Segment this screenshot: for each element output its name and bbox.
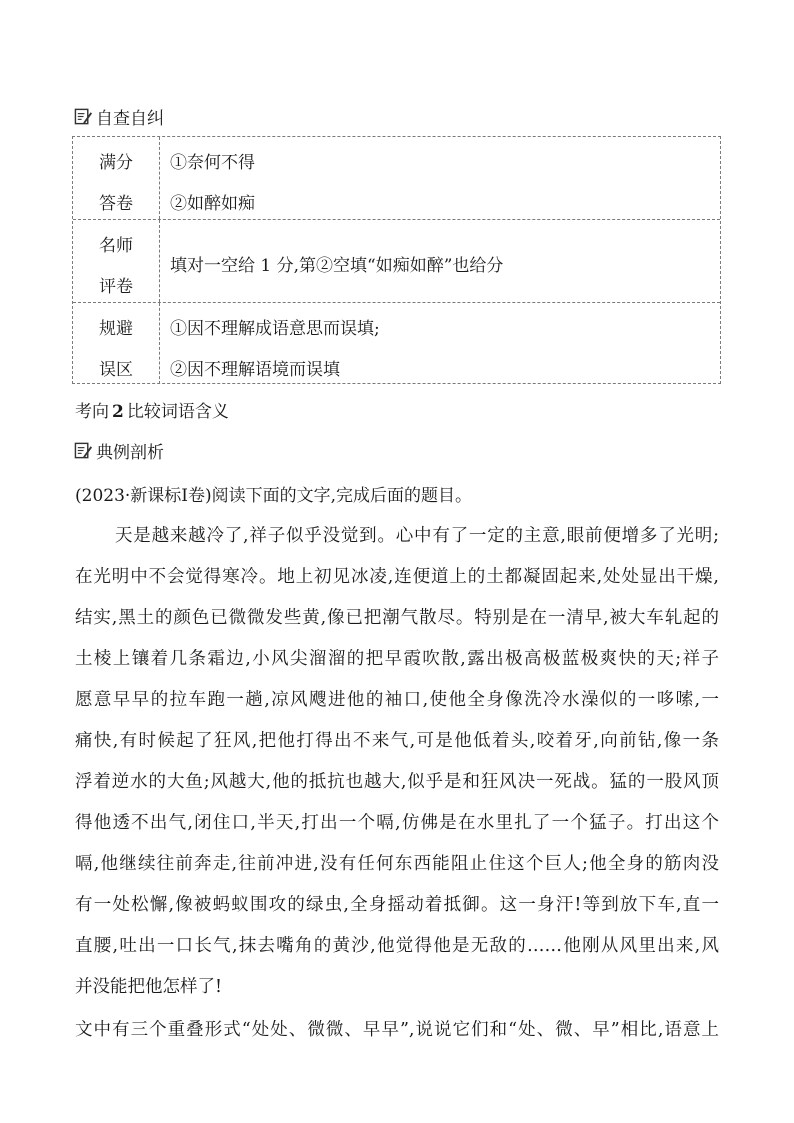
row-label <box>73 137 160 219</box>
question-line: 文中有三个重叠形式“处处、微微、早早”,说说它们和“处、微、早”相比,语意上 <box>75 1020 719 1040</box>
passage-line: 天是越来越冷了,祥子似乎没觉到。心中有了一定的主意,眼前便增多了光明; <box>115 526 719 546</box>
row-label-line: 满分 <box>99 153 133 173</box>
row-label <box>73 220 160 302</box>
passage-line: 土棱上镶着几条霜边,小风尖溜溜的把早霞吹散,露出极高极蓝极爽快的天;祥子 <box>75 649 719 669</box>
topic-prefix: 考向 <box>75 402 109 422</box>
pencil-note-icon <box>74 107 93 126</box>
passage-line: 直腰,吐出一口长气,抹去嘴角的黄沙,他觉得他是无敌的……他刚从风里出来,风 <box>75 936 719 956</box>
row-content-line: ①因不理解成语意思而误填; <box>170 319 380 339</box>
row-content-line: 填对一空给 1 分,第②空填“如痴如醉”也给分 <box>170 256 504 276</box>
row-content-line: ②如醉如痴 <box>170 194 255 214</box>
examples-heading <box>74 437 164 463</box>
row-label-line: 答卷 <box>99 194 133 214</box>
row-label-line: 误区 <box>99 360 133 380</box>
row-label-line: 评卷 <box>99 277 133 297</box>
passage-line: 结实,黑土的颜色已微微发些黄,像已把潮气散尽。特别是在一清早,被大车轧起的 <box>75 608 719 628</box>
row-label-line: 名师 <box>99 236 133 256</box>
table-row <box>73 219 720 302</box>
passage-line: 痛快,有时候起了狂风,把他打得出不来气,可是他低着头,咬着牙,向前钻,像一条 <box>75 731 719 751</box>
row-content-line: ②因不理解语境而误填 <box>170 360 340 380</box>
row-label-line: 规避 <box>99 319 133 339</box>
source-line: (2023·新课标Ⅰ卷)阅读下面的文字,完成后面的题目。 <box>75 486 473 506</box>
topic-number: 2 <box>112 402 124 422</box>
pencil-note-icon <box>74 441 93 460</box>
table-row <box>73 302 720 384</box>
table-row <box>73 137 720 219</box>
passage-line: 有一处松懈,像被蚂蚁围攻的绿虫,全身摇动着抵御。这一身汗!等到放下车,直一 <box>75 895 719 915</box>
passage-line: 嗝,他继续往前奔走,往前冲进,没有任何东西能阻止住这个巨人;他全身的筋肉没 <box>75 854 719 874</box>
row-label <box>73 303 160 384</box>
topic-heading <box>75 397 229 422</box>
self-check-title: 自查自纠 <box>96 108 164 129</box>
self-check-heading <box>74 103 164 129</box>
passage-line: 愿意早早的拉车跑一趟,凉风飕进他的袖口,使他全身像洗冷水澡似的一哆嗦,一 <box>75 690 719 710</box>
row-content-line: ①奈何不得 <box>170 153 255 173</box>
examples-title: 典例剖析 <box>96 442 164 463</box>
passage-line: 并没能把他怎样了! <box>75 977 223 997</box>
passage-line: 得他透不出气,闭住口,半天,打出一个嗝,仿佛是在水里扎了一个猛子。打出这个 <box>75 813 719 833</box>
passage-line: 在光明中不会觉得寒冷。地上初见冰凌,连便道上的土都凝固起来,处处显出干燥, <box>75 567 719 587</box>
passage-line: 浮着逆水的大鱼;风越大,他的抵抗也越大,似乎是和狂风决一死战。猛的一股风顶 <box>75 772 719 792</box>
topic-title: 比较词语含义 <box>126 402 229 422</box>
review-table <box>72 136 721 384</box>
